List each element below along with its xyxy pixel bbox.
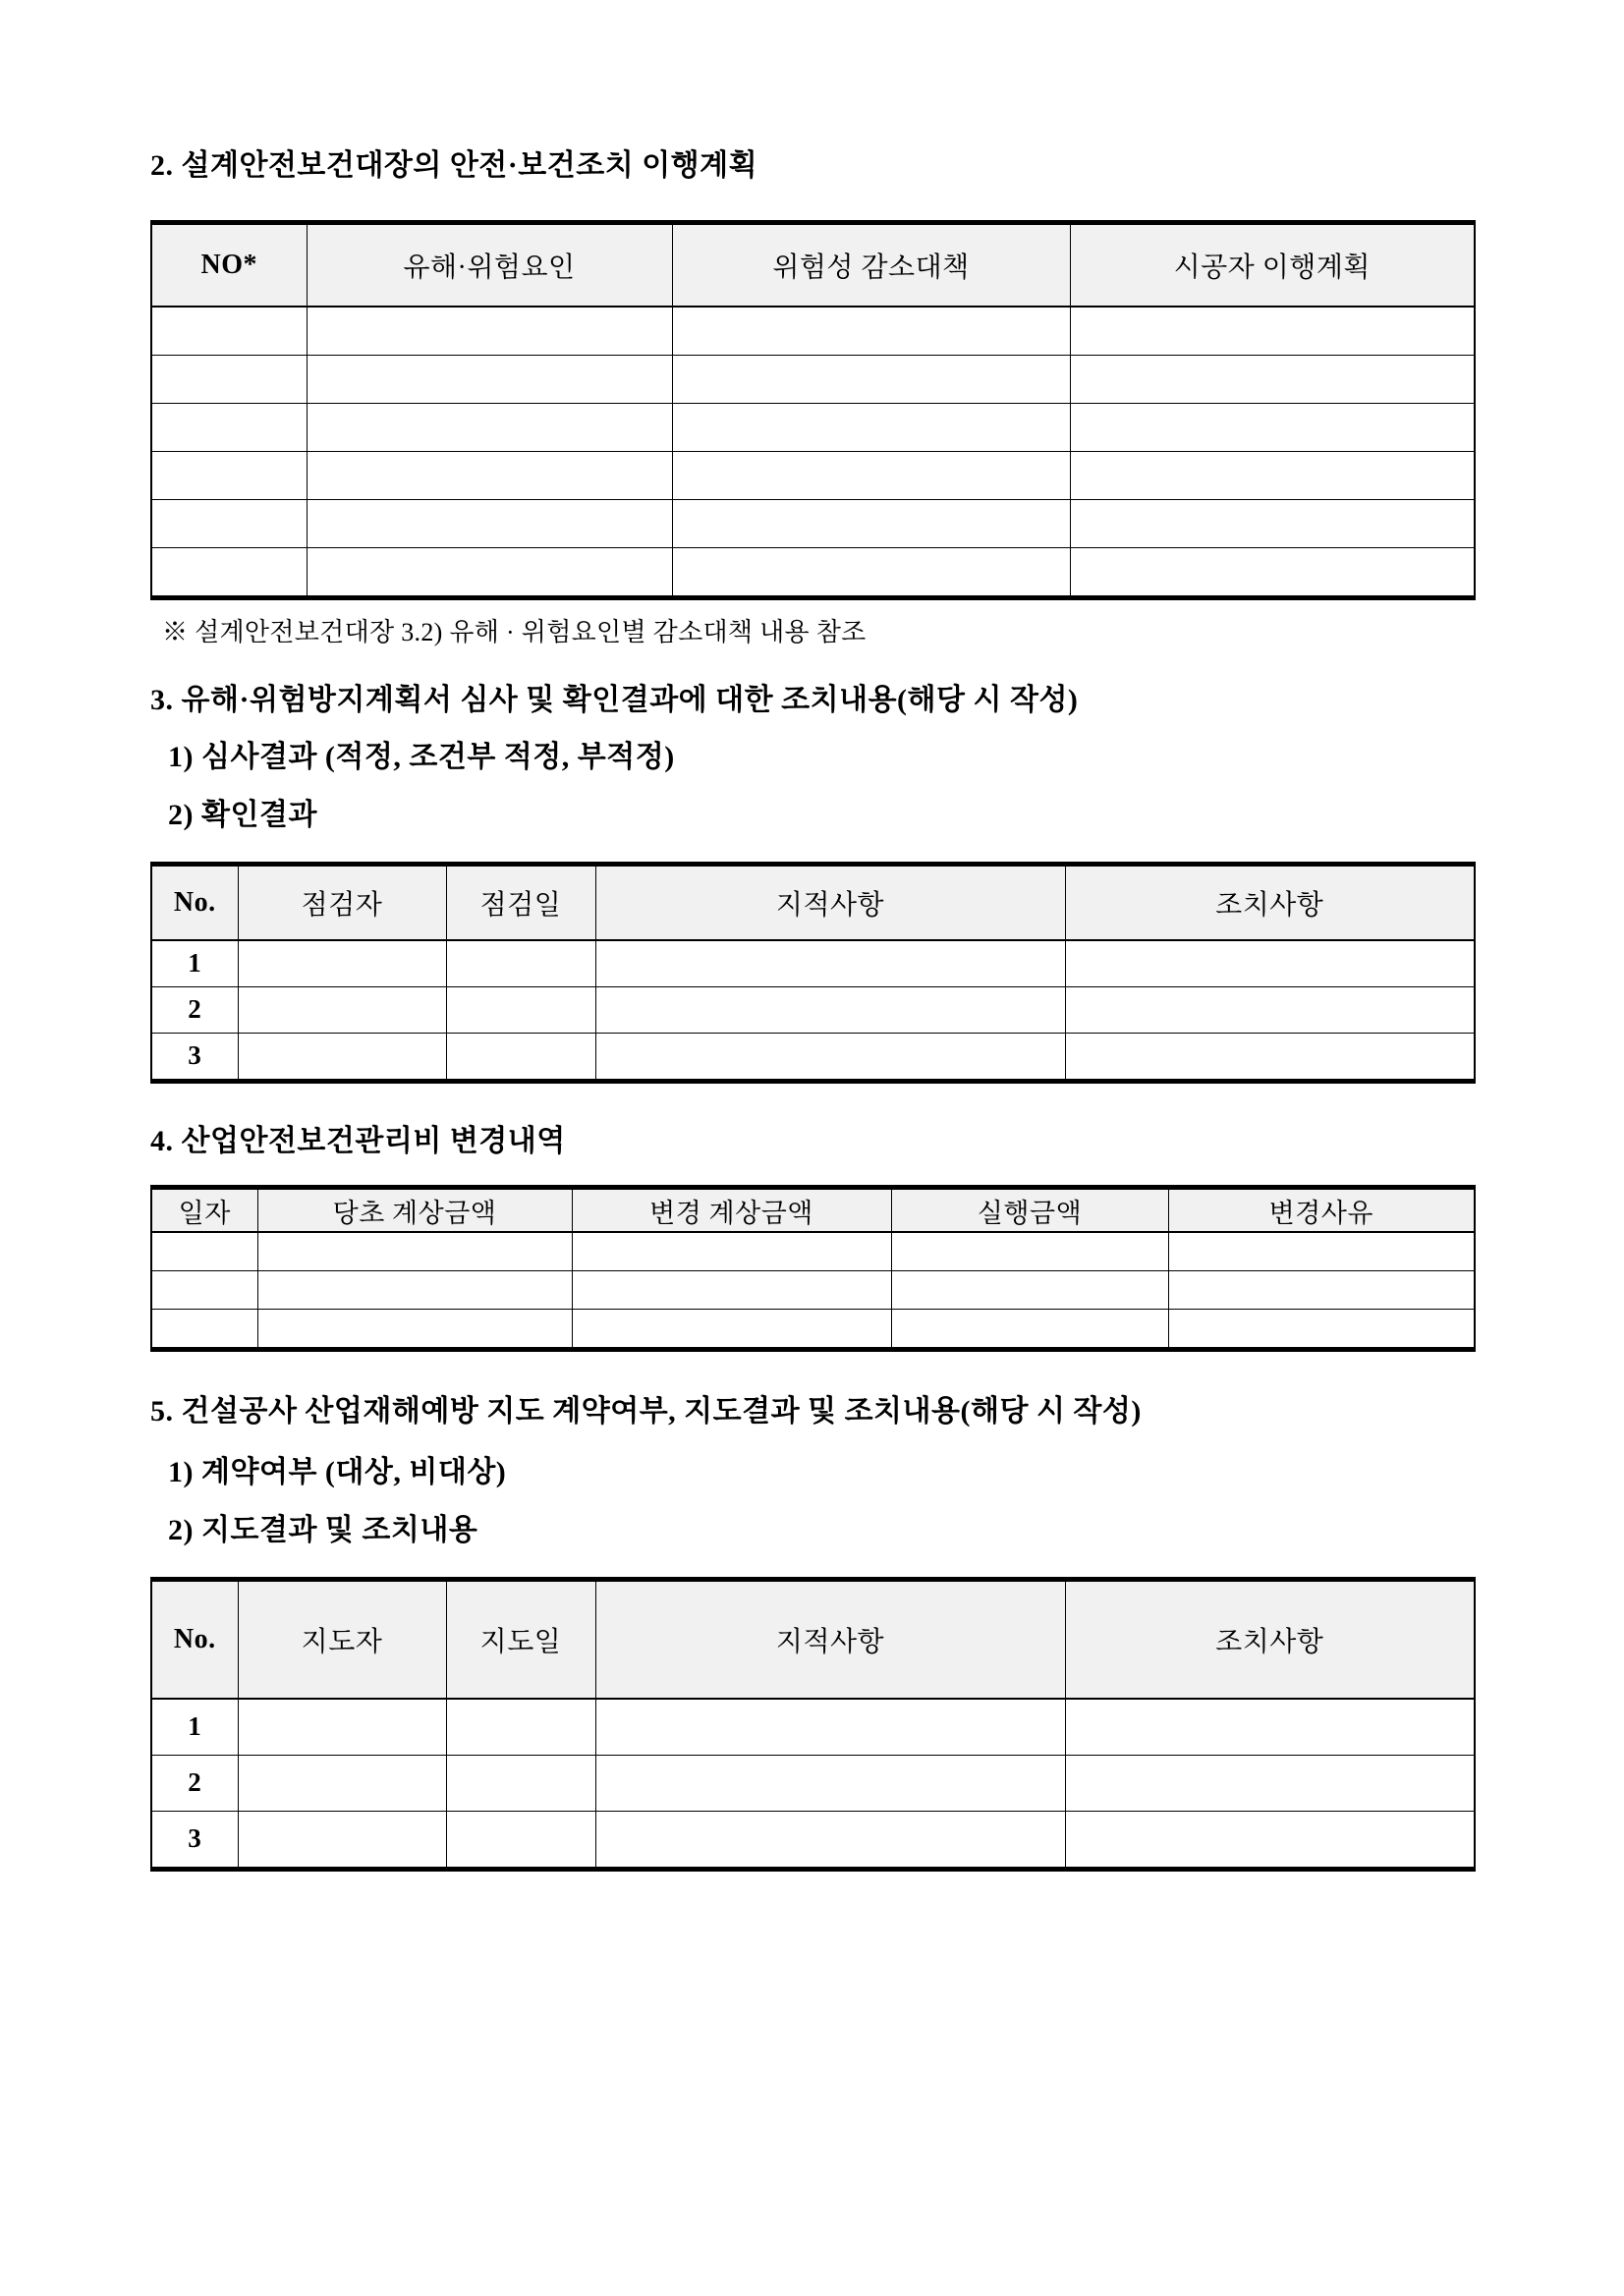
column-header-inspector: 점검자 bbox=[238, 864, 446, 940]
cell-actions[interactable] bbox=[1065, 1755, 1475, 1811]
table-header-row bbox=[151, 864, 1475, 940]
cell-executed-amount[interactable] bbox=[891, 1232, 1168, 1271]
cell-risk-reduction[interactable] bbox=[672, 307, 1070, 356]
subsection-number-3-2: 2) bbox=[168, 799, 194, 832]
cell-row-index: 2 bbox=[151, 1755, 238, 1811]
cell-date[interactable] bbox=[151, 1271, 257, 1310]
subsection-title-5-2: 지도결과 및 조치내용 bbox=[201, 1514, 478, 1547]
spacer bbox=[150, 185, 1474, 220]
table-row bbox=[151, 1310, 1475, 1350]
cell-inspector[interactable] bbox=[238, 986, 446, 1033]
subsection-number-3-1: 1) bbox=[168, 740, 194, 773]
subsection-title-3-2: 확인결과 bbox=[201, 799, 317, 832]
column-header-original-amount: 당초 계상금액 bbox=[257, 1188, 572, 1233]
cell-guide[interactable] bbox=[238, 1755, 446, 1811]
cell-actions[interactable] bbox=[1065, 1811, 1475, 1869]
subsection-heading-3-1 bbox=[150, 739, 1474, 776]
cell-hazard-factor[interactable] bbox=[307, 451, 672, 499]
cell-findings[interactable] bbox=[595, 1033, 1065, 1081]
spacer bbox=[150, 1084, 1474, 1123]
cell-inspection-date[interactable] bbox=[446, 1033, 595, 1081]
cell-findings[interactable] bbox=[595, 1755, 1065, 1811]
subsection-number-5-1: 1) bbox=[168, 1455, 194, 1488]
cell-date[interactable] bbox=[151, 1232, 257, 1271]
spacer bbox=[150, 648, 1474, 682]
cell-findings[interactable] bbox=[595, 986, 1065, 1033]
table-row bbox=[151, 547, 1475, 597]
cell-no[interactable] bbox=[151, 403, 307, 451]
cell-risk-reduction[interactable] bbox=[672, 355, 1070, 403]
spacer bbox=[150, 1490, 1474, 1512]
column-header-actions: 조치사항 bbox=[1065, 864, 1475, 940]
table-row bbox=[151, 355, 1475, 403]
cell-change-reason[interactable] bbox=[1168, 1310, 1475, 1350]
spacer bbox=[150, 1430, 1474, 1454]
subsection-title-5-1: 계약여부 (대상, 비대상) bbox=[201, 1455, 507, 1488]
cell-guide[interactable] bbox=[238, 1699, 446, 1756]
column-header-findings: 지적사항 bbox=[595, 864, 1065, 940]
cell-hazard-factor[interactable] bbox=[307, 403, 672, 451]
subsection-heading-3-2 bbox=[150, 797, 1474, 834]
column-header-executed-amount: 실행금액 bbox=[891, 1188, 1168, 1233]
hazard-implementation-table bbox=[150, 220, 1476, 600]
cell-actions[interactable] bbox=[1065, 1699, 1475, 1756]
table-row bbox=[151, 403, 1475, 451]
table-row bbox=[151, 307, 1475, 356]
cell-original-amount[interactable] bbox=[257, 1271, 572, 1310]
table-row bbox=[151, 940, 1475, 987]
cell-hazard-factor[interactable] bbox=[307, 355, 672, 403]
cell-actions[interactable] bbox=[1065, 986, 1475, 1033]
spacer bbox=[150, 1549, 1474, 1577]
table-row bbox=[151, 1811, 1475, 1869]
cell-guide-date[interactable] bbox=[446, 1811, 595, 1869]
cell-row-index: 3 bbox=[151, 1811, 238, 1869]
section-heading-5 bbox=[150, 1393, 1474, 1430]
column-header-date: 일자 bbox=[151, 1188, 257, 1233]
spacer bbox=[150, 1352, 1474, 1393]
cell-contractor-plan[interactable] bbox=[1070, 355, 1475, 403]
section-title-3: 유해·위험방지계획서 심사 및 확인결과에 대한 조치내용(해당 시 작성) bbox=[181, 684, 1079, 717]
spacer bbox=[150, 719, 1474, 739]
guidance-result-table bbox=[150, 1577, 1476, 1872]
cell-inspector[interactable] bbox=[238, 1033, 446, 1081]
table-row bbox=[151, 1232, 1475, 1271]
cell-original-amount[interactable] bbox=[257, 1232, 572, 1271]
cell-change-reason[interactable] bbox=[1168, 1232, 1475, 1271]
cell-no[interactable] bbox=[151, 451, 307, 499]
cell-executed-amount[interactable] bbox=[891, 1310, 1168, 1350]
table-row bbox=[151, 1755, 1475, 1811]
confirmation-result-table bbox=[150, 862, 1476, 1084]
safety-cost-change-table bbox=[150, 1185, 1476, 1352]
cell-row-index: 3 bbox=[151, 1033, 238, 1081]
column-header-no: No. bbox=[151, 1579, 238, 1699]
spacer bbox=[150, 600, 1474, 616]
column-header-findings: 지적사항 bbox=[595, 1579, 1065, 1699]
column-header-no: No. bbox=[151, 864, 238, 940]
table-row bbox=[151, 451, 1475, 499]
cell-inspector[interactable] bbox=[238, 940, 446, 987]
cell-original-amount[interactable] bbox=[257, 1310, 572, 1350]
cell-inspection-date[interactable] bbox=[446, 986, 595, 1033]
cell-hazard-factor[interactable] bbox=[307, 547, 672, 597]
column-header-contractor-plan: 시공자 이행계획 bbox=[1070, 222, 1475, 307]
column-header-changed-amount: 변경 계상금액 bbox=[572, 1188, 891, 1233]
table-row bbox=[151, 499, 1475, 547]
cell-guide-date[interactable] bbox=[446, 1699, 595, 1756]
subsection-title-3-1: 심사결과 (적정, 조건부 적정, 부적정) bbox=[201, 740, 675, 773]
cell-changed-amount[interactable] bbox=[572, 1232, 891, 1271]
cell-risk-reduction[interactable] bbox=[672, 403, 1070, 451]
cell-actions[interactable] bbox=[1065, 1033, 1475, 1081]
cell-contractor-plan[interactable] bbox=[1070, 307, 1475, 356]
cell-no[interactable] bbox=[151, 499, 307, 547]
cell-executed-amount[interactable] bbox=[891, 1271, 1168, 1310]
spacer bbox=[150, 1159, 1474, 1185]
cell-findings[interactable] bbox=[595, 1811, 1065, 1869]
table-row bbox=[151, 1271, 1475, 1310]
section-heading-2 bbox=[150, 147, 1474, 185]
cell-hazard-factor[interactable] bbox=[307, 307, 672, 356]
column-header-inspection-date: 점검일 bbox=[446, 864, 595, 940]
table-header-row bbox=[151, 1579, 1475, 1699]
cell-contractor-plan[interactable] bbox=[1070, 499, 1475, 547]
subsection-number-5-2: 2) bbox=[168, 1514, 194, 1547]
cell-contractor-plan[interactable] bbox=[1070, 547, 1475, 597]
spacer bbox=[150, 834, 1474, 862]
cell-risk-reduction[interactable] bbox=[672, 547, 1070, 597]
cell-no[interactable] bbox=[151, 307, 307, 356]
cell-risk-reduction[interactable] bbox=[672, 499, 1070, 547]
cell-findings[interactable] bbox=[595, 940, 1065, 987]
column-header-actions: 조치사항 bbox=[1065, 1579, 1475, 1699]
column-header-hazard-factor: 유해·위험요인 bbox=[307, 222, 672, 307]
table-header-row bbox=[151, 1188, 1475, 1233]
cell-actions[interactable] bbox=[1065, 940, 1475, 987]
cell-date[interactable] bbox=[151, 1310, 257, 1350]
column-header-risk-reduction: 위험성 감소대책 bbox=[672, 222, 1070, 307]
cell-row-index: 1 bbox=[151, 940, 238, 987]
cell-hazard-factor[interactable] bbox=[307, 499, 672, 547]
cell-row-index: 1 bbox=[151, 1699, 238, 1756]
cell-inspection-date[interactable] bbox=[446, 940, 595, 987]
cell-no[interactable] bbox=[151, 547, 307, 597]
column-header-guide: 지도자 bbox=[238, 1579, 446, 1699]
cell-contractor-plan[interactable] bbox=[1070, 403, 1475, 451]
section-number-4: 4. bbox=[150, 1124, 174, 1157]
spacer bbox=[150, 775, 1474, 797]
column-header-change-reason: 변경사유 bbox=[1168, 1188, 1475, 1233]
section-heading-4 bbox=[150, 1123, 1474, 1160]
table-row bbox=[151, 1033, 1475, 1081]
cell-row-index: 2 bbox=[151, 986, 238, 1033]
cell-risk-reduction[interactable] bbox=[672, 451, 1070, 499]
cell-findings[interactable] bbox=[595, 1699, 1065, 1756]
subsection-heading-5-2 bbox=[150, 1512, 1474, 1549]
table-header-row bbox=[151, 222, 1475, 307]
table-row bbox=[151, 986, 1475, 1033]
column-header-no: NO* bbox=[151, 222, 307, 307]
section-title-4: 산업안전보건관리비 변경내역 bbox=[181, 1124, 566, 1157]
column-header-guide-date: 지도일 bbox=[446, 1579, 595, 1699]
section-number-2: 2. bbox=[150, 149, 174, 182]
cell-no[interactable] bbox=[151, 355, 307, 403]
section-number-3: 3. bbox=[150, 684, 174, 717]
section-title-2: 설계안전보건대장의 안전·보건조치 이행계획 bbox=[181, 149, 758, 182]
cell-guide-date[interactable] bbox=[446, 1755, 595, 1811]
cell-changed-amount[interactable] bbox=[572, 1310, 891, 1350]
subsection-heading-5-1 bbox=[150, 1454, 1474, 1491]
cell-guide[interactable] bbox=[238, 1811, 446, 1869]
reference-note: ※ 설계안전보건대장 3.2) 유해 · 위험요인별 감소대책 내용 참조 bbox=[162, 617, 867, 646]
section-number-5: 5. bbox=[150, 1395, 174, 1428]
table-row bbox=[151, 1699, 1475, 1756]
section-title-5: 건설공사 산업재해예방 지도 계약여부, 지도결과 및 조치내용(해당 시 작성) bbox=[181, 1395, 1142, 1428]
cell-changed-amount[interactable] bbox=[572, 1271, 891, 1310]
section-heading-3 bbox=[150, 682, 1474, 719]
cell-contractor-plan[interactable] bbox=[1070, 451, 1475, 499]
cell-change-reason[interactable] bbox=[1168, 1271, 1475, 1310]
